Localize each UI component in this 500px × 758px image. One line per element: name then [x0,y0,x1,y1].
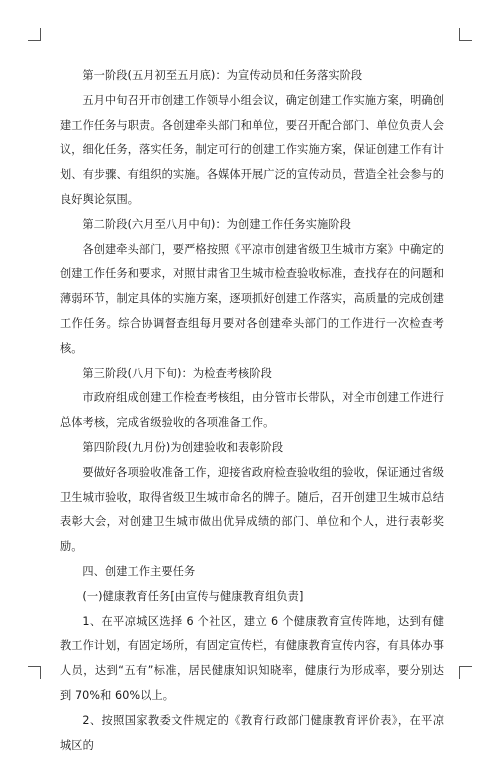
crop-mark-top-left [28,28,41,41]
phase-four-text: 要做好各项验收准备工作，迎接省政府检查验收组的验收，保证通过省级卫生城市验收，取得省级卫生城市命名的牌子。随后，召开创建卫生城市总结表彰大会，对创建卫生城市做出优异成绩的部门、单位和个人，进行表彰奖励。 [60,465,444,554]
phase-two-heading: 第二阶段(六月至八月中旬)：为创建工作任务实施阶段 [82,217,351,231]
phase-four-heading: 第四阶段(九月份)为创建验收和表彰阶段 [82,440,284,454]
task-item-1: 1、在平凉城区选择 6 个社区，建立 6 个健康教育宣传阵地，达到有健教工作计划，有固定场所，有固定宣传栏，有健康教育宣传内容，有具体办事人员，达到“五有”标准，居民健康知识知晓率，健康行为形成率，要分别达到 70%和 60%以上。 [60,614,444,702]
task-item-2: 2、按照国家教委文件规定的《教育行政部门健康教育评价表》，在平凉城区的 [60,713,444,752]
phase-one-heading: 第一阶段(五月初至五月底)：为宣传动员和任务落实阶段 [82,69,363,82]
phase-three-text: 市政府组成创建工作检查考核组，由分管市长带队，对全市创建工作进行总体考核，完成省级验收的各项准备工作。 [60,391,444,430]
crop-mark-top-right [459,28,472,41]
health-education-heading: (一)健康教育任务[由宣传与健康教育组负责] [82,589,304,603]
document-body [60,64,444,758]
phase-two-text: 各创建牵头部门，要严格按照《平凉市创建省级卫生城市方案》中确定的创建工作任务和要求，对照甘肃省卫生城市检查验收标准，查找存在的问题和薄弱环节，制定具体的实施方案，逐项抓好创建工作落实，高质量的完成创建工作任务。综合协调督查组每月要对各创建牵头部门的工作进行一次检查考核。 [60,242,444,355]
crop-mark-bottom-right [459,666,472,679]
crop-mark-bottom-left [28,666,41,679]
section-four-heading: 四、创建工作主要任务 [82,564,196,578]
phase-one-text: 五月中旬召开市创建工作领导小组会议，确定创建工作实施方案，明确创建工作任务与职责。各创建牵头部门和单位，要召开配合部门、单位负责人会议，细化任务，落实任务，制定可行的创建工作实施方案，保证创建工作有计划、有步骤、有组织的实施。各媒体开展广泛的宣传动员，营造全社会参与的良好舆论氛围。 [60,93,444,206]
phase-three-heading: 第三阶段(八月下旬)：为检查考核阶段 [82,366,272,380]
